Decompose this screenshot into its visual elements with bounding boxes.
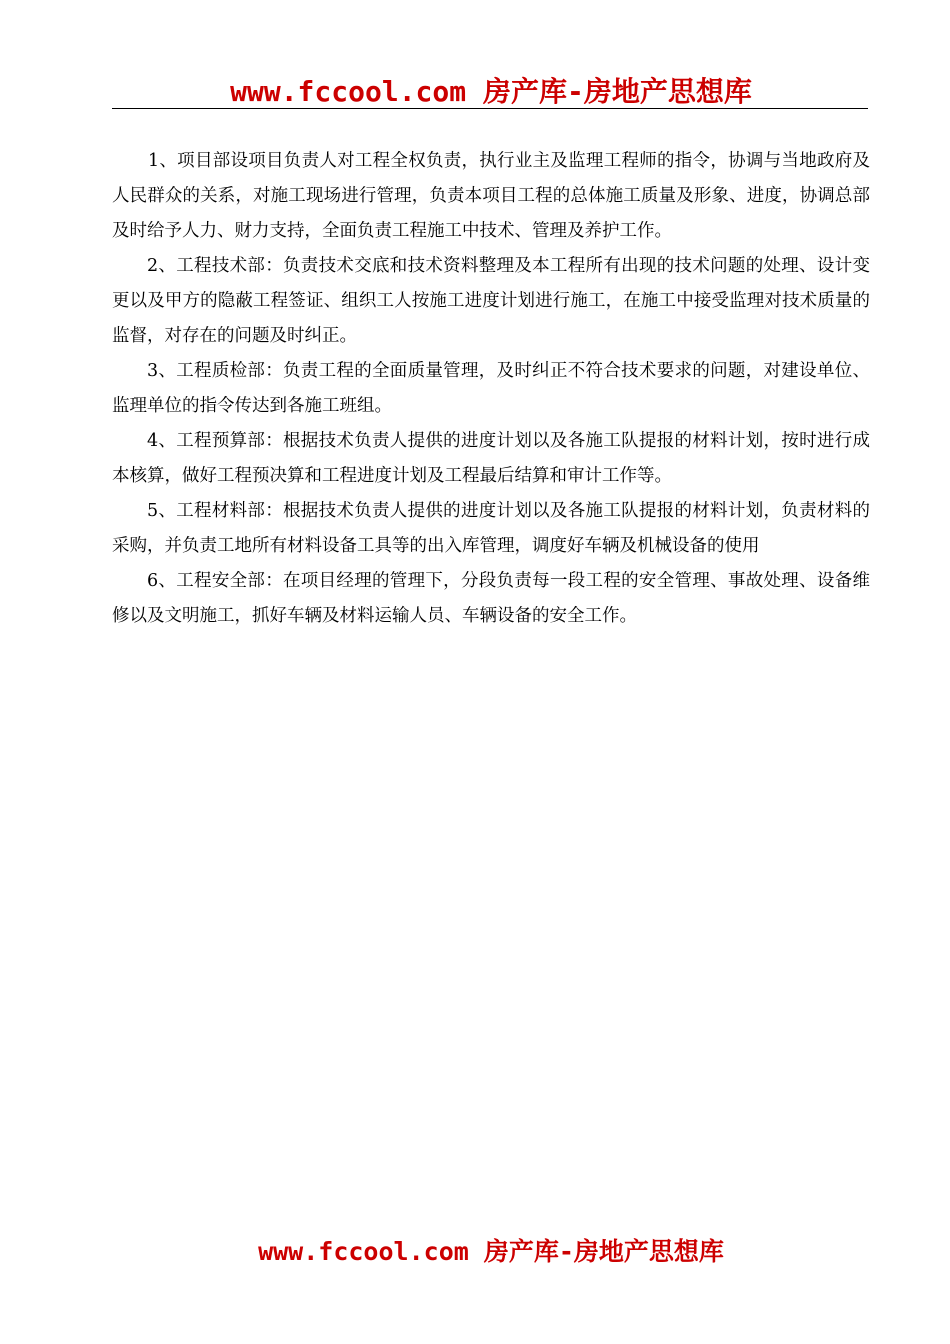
paragraph-technical-dept: 2、工程技术部：负责技术交底和技术资料整理及本工程所有出现的技术问题的处理、设计变更以及甲方的隐蔽工程签证、组织工人按施工进度计划进行施工，在施工中接受监理对技术质量的监督，对存在的问题及时纠正。 bbox=[112, 256, 870, 346]
paragraph-budget-dept: 4、工程预算部：根据技术负责人提供的进度计划以及各施工队提报的材料计划，按时进行成本核算，做好工程预决算和工程进度计划及工程最后结算和审计工作等。 bbox=[112, 431, 870, 486]
header-divider bbox=[112, 108, 868, 109]
paragraph-quality-dept: 3、工程质检部：负责工程的全面质量管理，及时纠正不符合技术要求的问题，对建设单位、监理单位的指令传达到各施工班组。 bbox=[112, 361, 870, 416]
page-header-title: www.fccool.com 房产库-房地产思想库 bbox=[230, 75, 752, 108]
paragraph-materials-dept: 5、工程材料部：根据技术负责人提供的进度计划以及各施工队提报的材料计划，负责材料的采购，并负责工地所有材料设备工具等的出入库管理，调度好车辆及机械设备的使用 bbox=[112, 501, 870, 556]
paragraph-project-dept: 1、项目部设项目负责人对工程全权负责，执行业主及监理工程师的指令，协调与当地政府及人民群众的关系，对施工现场进行管理，负责本项目工程的总体施工质量及形象、进度，协调总部及时给予人力、财力支持，全面负责工程施工中技术、管理及养护工作。 bbox=[112, 151, 870, 241]
paragraph-safety-dept: 6、工程安全部：在项目经理的管理下，分段负责每一段工程的安全管理、事故处理、设备维修以及文明施工，抓好车辆及材料运输人员、车辆设备的安全工作。 bbox=[112, 571, 870, 626]
page-footer-title: www.fccool.com 房产库-房地产思想库 bbox=[258, 1237, 724, 1266]
document-body bbox=[112, 144, 870, 634]
